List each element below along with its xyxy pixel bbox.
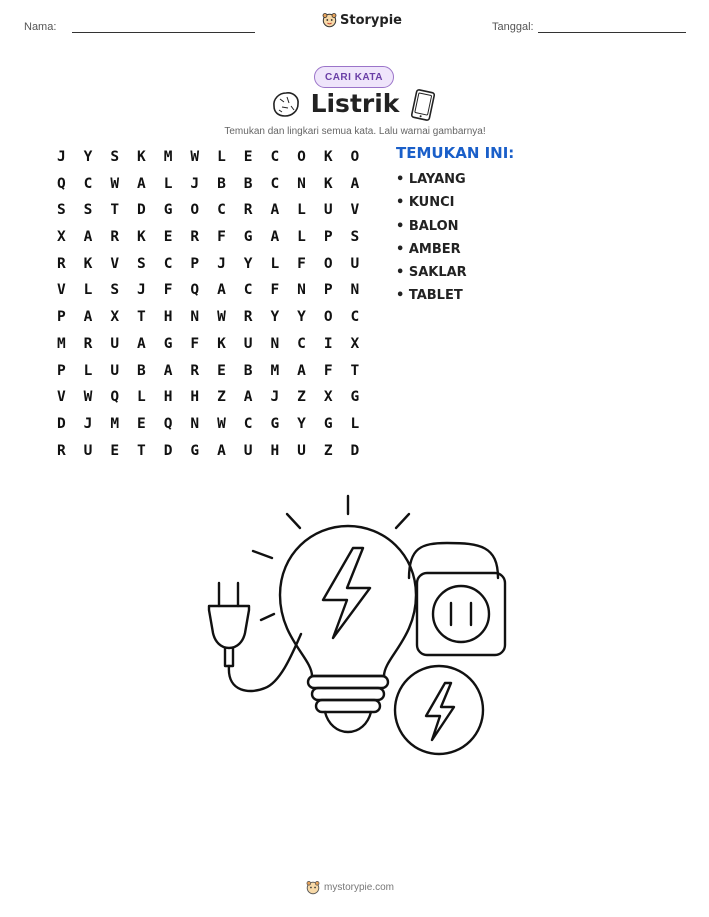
grid-letter[interactable]: J (137, 282, 146, 299)
grid-letter[interactable]: A (270, 202, 280, 219)
grid-letter[interactable]: C (83, 175, 93, 192)
grid-letter[interactable]: U (110, 335, 120, 352)
grid-letter[interactable]: E (163, 229, 173, 246)
grid-row (48, 227, 368, 254)
grid-letter[interactable]: E (137, 415, 146, 432)
grid-row (48, 361, 368, 388)
grid-letter[interactable]: L (83, 362, 93, 379)
grid-letter[interactable]: R (83, 335, 93, 352)
grid-letter[interactable]: T (137, 309, 146, 326)
grid-letter[interactable]: B (217, 175, 226, 192)
grid-letter[interactable]: V (56, 282, 66, 299)
grid-letter[interactable]: G (163, 202, 173, 219)
grid-letter[interactable]: J (83, 415, 93, 432)
grid-letter[interactable]: A (350, 175, 360, 192)
grid-letter[interactable]: H (190, 389, 200, 406)
grid-row (48, 280, 368, 307)
grid-letter[interactable]: Y (83, 149, 93, 165)
brand-name: Storypie (340, 12, 402, 28)
grid-letter[interactable]: E (217, 362, 226, 379)
grid-letter[interactable]: C (217, 202, 226, 219)
grid-letter[interactable]: M (56, 335, 66, 352)
date-line (538, 32, 686, 33)
grid-letter[interactable]: G (163, 335, 173, 352)
grid-letter[interactable]: N (350, 282, 360, 299)
grid-letter[interactable]: Y (243, 255, 253, 272)
grid-row (48, 441, 368, 468)
brand-logo (322, 12, 402, 28)
grid-letter[interactable]: T (110, 202, 120, 219)
grid-letter[interactable]: N (190, 309, 200, 326)
grid-letter[interactable]: Q (190, 282, 200, 299)
grid-letter[interactable]: W (190, 149, 200, 165)
grid-letter[interactable]: D (137, 202, 146, 219)
grid-letter[interactable]: R (110, 229, 120, 246)
energy-circle-icon (395, 666, 483, 754)
grid-letter[interactable]: R (190, 229, 200, 246)
grid-letter[interactable]: P (323, 229, 333, 246)
page-title: Listrik (310, 89, 400, 118)
grid-letter[interactable]: Y (297, 309, 306, 326)
grid-letter[interactable]: A (217, 282, 226, 299)
grid-letter[interactable]: M (270, 362, 280, 379)
grid-letter[interactable]: V (110, 255, 120, 272)
grid-letter[interactable]: G (323, 415, 333, 432)
grid-letter[interactable]: C (297, 335, 306, 352)
grid-row (48, 200, 368, 227)
grid-letter[interactable]: S (137, 255, 146, 272)
grid-letter[interactable]: E (110, 442, 120, 459)
instructions: Temukan dan lingkari semua kata. Lalu warnai gambarnya! (224, 126, 486, 137)
grid-letter[interactable]: S (56, 202, 66, 219)
grid-letter[interactable]: N (297, 175, 306, 192)
grid-letter[interactable]: S (110, 282, 120, 299)
light-rays (253, 496, 409, 620)
grid-letter[interactable]: U (243, 442, 253, 459)
grid-letter[interactable]: R (243, 202, 253, 219)
grid-letter[interactable]: L (163, 175, 173, 192)
grid-letter[interactable]: K (217, 335, 226, 352)
grid-letter[interactable]: R (56, 255, 66, 272)
name-line (72, 32, 255, 33)
grid-letter[interactable]: O (190, 202, 200, 219)
grid-letter[interactable]: M (163, 149, 173, 165)
word-list-item: • SAKLAR (396, 265, 467, 281)
grid-letter[interactable]: Y (270, 309, 280, 326)
grid-letter[interactable]: P (323, 282, 333, 299)
grid-letter[interactable]: R (243, 309, 253, 326)
grid-letter[interactable]: X (323, 389, 333, 406)
grid-row (48, 147, 368, 174)
grid-letter[interactable]: C (270, 149, 280, 165)
grid-letter[interactable]: B (243, 175, 253, 192)
grid-letter[interactable]: A (217, 442, 226, 459)
grid-letter[interactable]: Q (56, 175, 66, 192)
grid-letter[interactable]: N (190, 415, 200, 432)
grid-letter[interactable]: T (350, 362, 360, 379)
grid-letter[interactable]: Y (297, 415, 306, 432)
grid-letter[interactable]: O (323, 309, 333, 326)
grid-letter[interactable]: G (350, 389, 360, 406)
grid-row (48, 307, 368, 334)
lightbulb-plug-socket-illustration (195, 488, 525, 773)
grid-letter[interactable]: V (56, 389, 66, 406)
grid-letter[interactable]: A (83, 309, 93, 326)
plug-icon (209, 583, 301, 691)
grid-letter[interactable]: U (243, 335, 253, 352)
grid-letter[interactable]: O (350, 149, 360, 165)
grid-letter[interactable]: C (350, 309, 360, 326)
grid-letter[interactable]: U (323, 202, 333, 219)
storypie-mascot-icon (306, 880, 320, 895)
grid-letter[interactable]: N (297, 282, 306, 299)
grid-letter[interactable]: A (297, 362, 306, 379)
grid-letter[interactable]: Q (110, 389, 120, 406)
grid-letter[interactable]: A (270, 229, 280, 246)
grid-letter[interactable]: J (56, 149, 66, 165)
grid-letter[interactable]: L (270, 255, 280, 272)
grid-letter[interactable]: P (190, 255, 200, 272)
grid-letter[interactable]: Z (297, 389, 306, 406)
grid-letter[interactable]: L (217, 149, 226, 165)
grid-letter[interactable]: I (323, 335, 333, 352)
grid-letter[interactable]: S (83, 202, 93, 219)
grid-letter[interactable]: K (323, 149, 333, 165)
grid-letter[interactable]: U (350, 255, 360, 272)
grid-row (48, 387, 368, 414)
grid-letter[interactable]: K (83, 255, 93, 272)
grid-letter[interactable]: X (350, 335, 360, 352)
grid-letter[interactable]: U (83, 442, 93, 459)
grid-letter[interactable]: L (137, 389, 146, 406)
grid-letter[interactable]: P (56, 309, 66, 326)
grid-letter[interactable]: D (56, 415, 66, 432)
stone-icon (270, 88, 302, 120)
grid-letter[interactable]: A (243, 389, 253, 406)
grid-letter[interactable]: L (83, 282, 93, 299)
grid-letter[interactable]: K (137, 149, 146, 165)
grid-letter[interactable]: L (297, 202, 306, 219)
grid-letter[interactable]: C (243, 415, 253, 432)
name-label: Nama: (24, 21, 57, 33)
grid-letter[interactable]: A (137, 175, 146, 192)
grid-row (48, 174, 368, 201)
grid-row (48, 334, 368, 361)
word-search-grid (48, 147, 368, 467)
grid-letter[interactable]: J (190, 175, 200, 192)
grid-letter[interactable]: O (297, 149, 306, 165)
grid-letter[interactable]: B (243, 362, 253, 379)
grid-letter[interactable]: G (190, 442, 200, 459)
grid-letter[interactable]: R (190, 362, 200, 379)
grid-letter[interactable]: A (137, 335, 146, 352)
word-list-item: • BALON (396, 218, 459, 234)
grid-letter[interactable]: N (270, 335, 280, 352)
socket-icon (409, 543, 505, 655)
grid-row (48, 414, 368, 441)
grid-letter[interactable]: K (137, 229, 146, 246)
grid-letter[interactable]: W (217, 309, 226, 326)
word-list-item: • KUNCI (396, 195, 455, 211)
grid-letter[interactable]: D (350, 442, 360, 459)
footer-url: mystorypie.com (324, 882, 395, 893)
grid-letter[interactable]: G (243, 229, 253, 246)
word-list-item: • TABLET (396, 288, 463, 304)
grid-letter[interactable]: W (83, 389, 93, 406)
grid-letter[interactable]: X (56, 229, 66, 246)
grid-letter[interactable]: F (323, 362, 333, 379)
grid-letter[interactable]: S (350, 229, 360, 246)
grid-letter[interactable]: E (243, 149, 253, 165)
grid-letter[interactable]: L (350, 415, 360, 432)
grid-letter[interactable]: Q (163, 415, 173, 432)
grid-letter[interactable]: L (297, 229, 306, 246)
date-label: Tanggal: (492, 21, 534, 33)
word-list-item: • AMBER (396, 241, 461, 257)
grid-letter[interactable]: O (323, 255, 333, 272)
grid-row (48, 254, 368, 281)
grid-letter[interactable]: J (270, 389, 280, 406)
grid-letter[interactable]: D (163, 442, 173, 459)
grid-letter[interactable]: A (163, 362, 173, 379)
grid-letter[interactable]: C (163, 255, 173, 272)
grid-letter[interactable]: C (243, 282, 253, 299)
grid-letter[interactable]: P (56, 362, 66, 379)
grid-letter[interactable]: A (83, 229, 93, 246)
storypie-mascot-icon (322, 12, 337, 28)
grid-letter[interactable]: F (217, 229, 226, 246)
grid-letter[interactable]: Z (217, 389, 226, 406)
grid-letter[interactable]: F (297, 255, 306, 272)
grid-letter[interactable]: H (163, 389, 173, 406)
grid-letter[interactable]: F (270, 282, 280, 299)
grid-letter[interactable]: J (217, 255, 226, 272)
activity-badge: CARI KATA (314, 66, 394, 88)
tablet-icon (408, 88, 438, 122)
grid-letter[interactable]: B (137, 362, 146, 379)
footer (306, 880, 394, 895)
word-list (396, 172, 467, 312)
grid-letter[interactable]: T (137, 442, 146, 459)
grid-letter[interactable]: V (350, 202, 360, 219)
grid-letter[interactable]: C (270, 175, 280, 192)
word-list-title: TEMUKAN INI: (396, 144, 515, 162)
grid-letter[interactable]: W (110, 175, 120, 192)
grid-letter[interactable]: U (297, 442, 306, 459)
grid-letter[interactable]: M (110, 415, 120, 432)
grid-letter[interactable]: F (190, 335, 200, 352)
grid-letter[interactable]: H (270, 442, 280, 459)
grid-letter[interactable]: R (56, 442, 66, 459)
grid-letter[interactable]: U (110, 362, 120, 379)
word-list-item: • LAYANG (396, 172, 466, 187)
grid-letter[interactable]: S (110, 149, 120, 165)
grid-letter[interactable]: G (270, 415, 280, 432)
grid-letter[interactable]: Z (323, 442, 333, 459)
grid-letter[interactable]: W (217, 415, 226, 432)
grid-letter[interactable]: X (110, 309, 120, 326)
grid-letter[interactable]: H (163, 309, 173, 326)
grid-letter[interactable]: K (323, 175, 333, 192)
grid-letter[interactable]: F (163, 282, 173, 299)
